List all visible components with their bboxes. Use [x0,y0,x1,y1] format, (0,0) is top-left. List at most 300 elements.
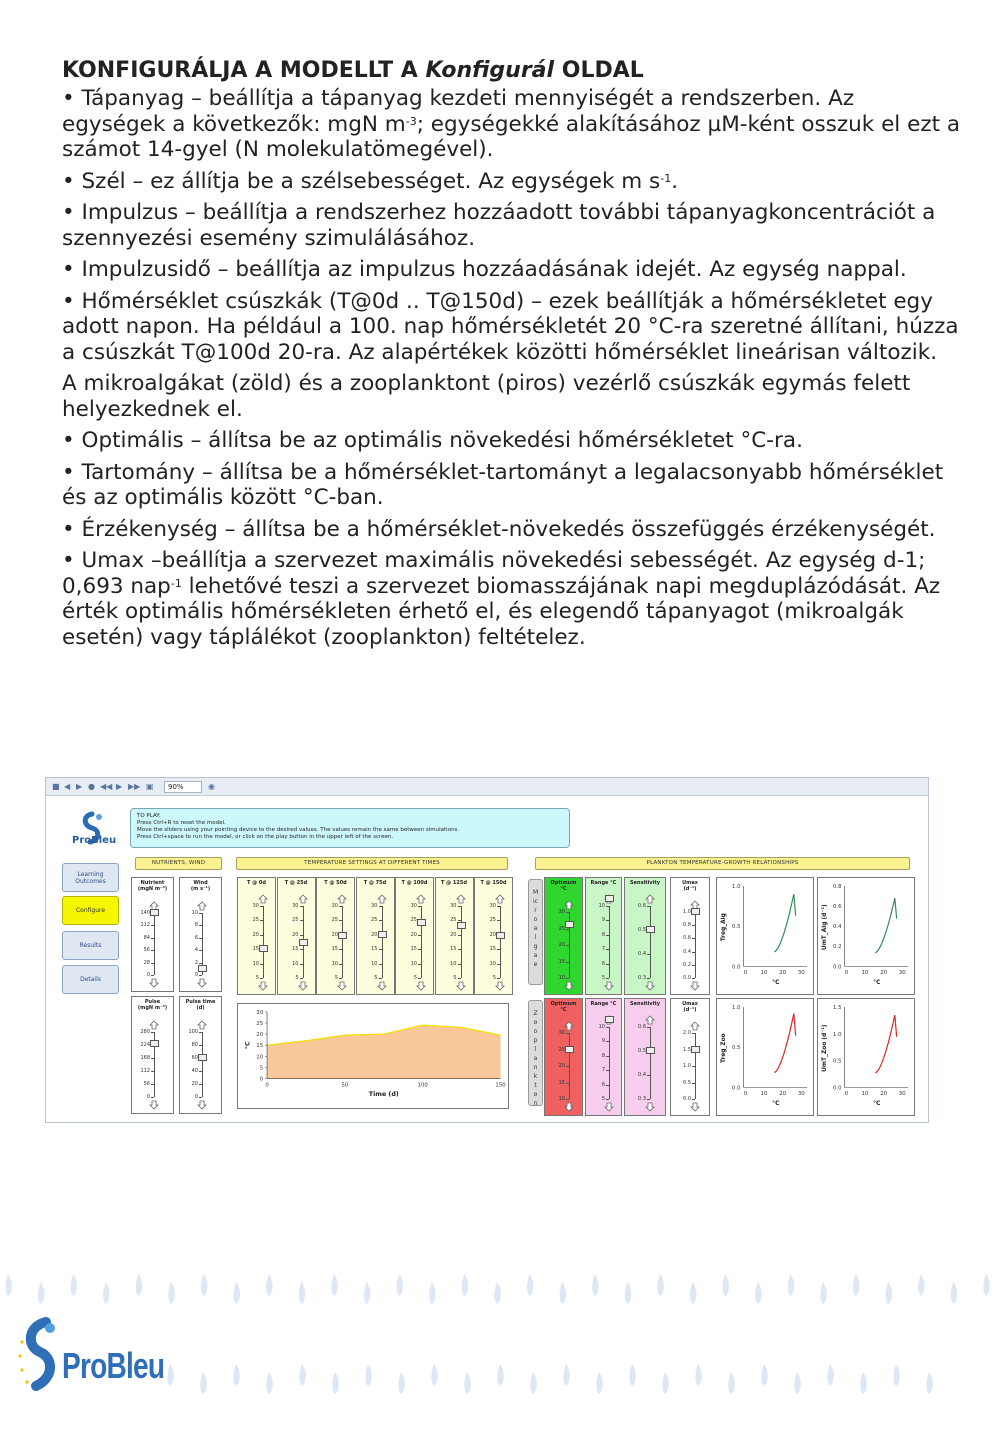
drop-shape [893,1364,899,1386]
temp-slider-6-tick: 30 [489,903,496,909]
forward-icon[interactable]: ▶ [76,782,83,791]
wind-slider-tick-mark [199,938,202,939]
micro-range-slider-tick: 5 [601,975,605,981]
zooplankton-button[interactable] [528,1000,543,1106]
zoo-range-slider-tick: 10 [598,1024,605,1030]
pulse-time-slider-tick-mark [199,1084,202,1085]
micro-range-slider-tick-mark [606,920,609,921]
temp-slider-6-tick: 15 [489,946,496,953]
temp-slider-2-tick: 10 [331,960,338,967]
chart-umt_alg-xlabel: °C [873,980,881,986]
back-icon[interactable]: ◀ [64,782,71,791]
temp-slider-6-tick: 20 [489,931,496,938]
zoo-sensitivity-slider-title: Sensitivity [630,1001,660,1007]
temp-slider-0-tick: 25 [252,917,259,924]
zoo-umax-slider-tick: 1.0 [683,1063,691,1069]
temp-slider-1 [277,877,316,995]
chart-treg_alg-xtick: 20 [779,970,787,977]
para-umax: • Umax –beállítja a szervezet maximális növekedési sebességét. Az egység d-1; 0,693 nap$^{-1}$ lehetővé teszi a szervezet biomasszájának napi megduplázódását. Az érték optimális hőmérsékleten érhető el, és elegendő tápanyagot (mikroalgák esetén) vagy táplálékot (zooplankton) feltételez. [62,548,941,650]
drop-shape [5,1274,11,1296]
zoo-sensitivity-slider-down-arrow-icon[interactable] [645,1102,655,1112]
chart-treg_alg-ylabel: Treg_Alg [720,913,727,942]
temp-slider-1-tick: 25 [292,917,299,924]
temp-slider-3-tick-mark [379,978,382,979]
micro-range-slider-tick-mark [606,964,609,965]
temp-slider-3-handle[interactable] [378,931,387,938]
micro-range-slider-handle[interactable] [605,895,614,902]
play-icon[interactable]: ▶ [116,782,123,791]
drop-shape [827,1364,833,1386]
chart-umt_zoo-curve [875,1015,896,1073]
chart-treg_alg-ytick: 0.0 [731,964,741,971]
drop-shape [497,1364,503,1386]
zoo-sensitivity-slider [624,998,666,1116]
wind-slider-handle[interactable] [198,965,207,972]
zoo-range-slider-tick-mark [606,1070,609,1071]
nutrient-slider-handle[interactable] [150,909,159,916]
temp-slider-5-handle[interactable] [457,922,466,929]
tchart-xlabel: Time (d) [368,1090,399,1099]
drop-shape [690,1282,696,1304]
temp-slider-2 [316,877,355,995]
nav-details[interactable]: Details [62,965,119,994]
micro-optimum-slider [544,877,583,995]
chart-treg_alg-xtick: 0 [743,970,748,977]
micro-umax-slider-tick: 0.4 [683,948,691,955]
temp-slider-3-down-arrow-icon[interactable] [377,981,387,991]
zoo-umax-slider-handle[interactable] [691,1046,700,1053]
chart-treg_zoo [716,998,814,1116]
temp-slider-0-tick: 10 [252,960,259,967]
zoo-optimum-slider-tick: 15 [558,1079,565,1086]
micro-optimum-slider-tick: 20 [558,942,565,948]
pulse-time-slider-tick-mark [199,1032,202,1033]
temp-slider-0 [237,877,276,995]
zoo-sensitivity-slider-up-arrow-icon[interactable] [645,1015,655,1025]
temp-slider-3-up-arrow-icon[interactable] [377,894,387,904]
nav-configure[interactable]: Configure [62,896,119,925]
zoo-range-slider-tick: 6 [601,1081,605,1088]
pulse-time-slider-tick: 20 [191,1081,198,1087]
micro-umax-slider-tick: 0.0 [683,975,691,981]
temp-slider-4-tick-mark [418,964,421,965]
probleu-logo-icon [72,808,118,854]
drop-shape [200,1372,206,1394]
drop-shape [563,1364,569,1386]
temp-slider-1-tick: 15 [292,946,299,953]
temp-slider-2-track[interactable] [342,906,343,978]
micro-range-slider-tick-mark [606,935,609,936]
chart-umt_zoo-xtick: 20 [880,1091,888,1098]
micro-optimum-slider-tick-mark [566,945,569,946]
zoo-optimum-slider-track[interactable] [569,1033,570,1099]
para-pulse-time: • Impulzusidő – beállítja az impulzus hozzáadásának idejét. Az egység nappal. [62,257,907,282]
temp-slider-4-tick-mark [418,949,421,950]
first-icon[interactable]: ◀◀ [100,782,113,791]
temp-slider-2-up-arrow-icon[interactable] [337,894,347,904]
decorative-wave-pattern [0,1270,1000,1410]
chart-umt_alg-curve [875,898,896,953]
micro-sensitivity-slider-tick: 0.6 [638,903,646,909]
temp-slider-6-tick: 5 [492,975,496,981]
temp-slider-1-down-arrow-icon[interactable] [298,981,308,991]
zoo-umax-slider-track[interactable] [695,1033,696,1099]
chart-treg_alg [716,877,814,995]
nutrient-slider [131,877,174,992]
temp-slider-4-title: T @ 100d [401,880,428,886]
wind-slider [179,877,222,992]
wind-slider-tick-mark [199,925,202,926]
micro-umax-slider-track[interactable] [695,912,696,978]
chart-treg_zoo-xtick: 20 [779,1091,787,1098]
nutrient-slider-tick: 112 [140,922,150,929]
micro-sensitivity-slider-tick-mark [647,954,650,955]
pulse-slider [131,996,174,1114]
zoo-sensitivity-slider-tick: 0.4 [638,1072,646,1078]
temp-slider-4-up-arrow-icon[interactable] [416,894,426,904]
temp-slider-1-tick: 20 [292,931,299,938]
zoo-range-slider-tick: 9 [601,1038,605,1045]
micro-umax-slider-down-arrow-icon[interactable] [690,981,700,991]
zoo-range-slider-tick: 7 [601,1067,605,1074]
chart-umt_zoo-ytick: 0.0 [832,1085,842,1092]
micro-sensitivity-slider-tick-mark [647,906,650,907]
zoo-range-slider-handle[interactable] [605,1016,614,1023]
para-sensitivity: • Érzékenység – állítsa be a hőmérséklet-növekedés összefüggés érzékenységét. [62,516,936,542]
chart-umt_zoo-xtick: 0 [844,1091,849,1098]
micro-range-slider-tick: 8 [601,931,605,938]
zoo-optimum-slider-title: Optimum °C [550,1001,577,1013]
nutrient-slider-tick-mark [151,963,154,964]
zoo-range-slider-tick-mark [606,1099,609,1100]
temp-slider-6-tick: 25 [489,917,496,924]
zoo-optimum-slider [544,998,583,1116]
drop-shape [560,1282,566,1304]
temp-slider-2-down-arrow-icon[interactable] [337,981,347,991]
temp-slider-5-tick-mark [458,906,461,907]
chart-umt_alg-xtick: 10 [861,970,869,977]
chart-umt_alg-ytick: 0.4 [832,924,842,931]
micro-umax-slider-title: Umax (d⁻¹) [682,880,698,892]
temp-slider-1-tick: 10 [292,960,299,967]
micro-sensitivity-slider-track[interactable] [650,906,651,978]
zoo-optimum-slider-handle[interactable] [565,1046,574,1053]
chart-treg_zoo-ytick: 0.5 [731,1045,741,1052]
pulse-slider-title: Pulse (mgN m⁻³) [137,999,168,1011]
micro-optimum-slider-tick: 15 [558,958,565,965]
chart-treg_zoo-xtick: 10 [760,1091,768,1098]
home-icon[interactable]: ■ [52,782,60,791]
temp-slider-2-tick-mark [339,920,342,921]
micro-optimum-slider-handle[interactable] [565,921,574,928]
app-toolbar [46,778,928,796]
tchart-xtick: 50 [341,1082,349,1089]
temp-slider-2-handle[interactable] [338,932,347,939]
micro-optimum-slider-down-arrow-icon[interactable] [564,981,574,991]
temp-slider-4-down-arrow-icon[interactable] [416,981,426,991]
drop-shape [365,1364,371,1386]
nutrient-slider-down-arrow-icon[interactable] [149,978,159,988]
drop-shape [71,1274,77,1296]
temp-slider-0-handle[interactable] [259,945,268,952]
nutrient-slider-tick: 140 [140,910,150,916]
pulse-slider-tick: 224 [140,1042,150,1048]
pulse-slider-handle[interactable] [150,1040,159,1047]
micro-umax-slider-tick: 0.8 [683,922,691,929]
zoo-optimum-slider-down-arrow-icon[interactable] [564,1102,574,1112]
temp-slider-3-tick: 25 [371,917,378,924]
temp-slider-3-tick-mark [379,964,382,965]
micro-optimum-slider-tick-mark [566,912,569,913]
probleu-logo-icon-large [14,1312,62,1404]
micro-range-slider-down-arrow-icon[interactable] [604,981,614,991]
zoo-range-slider-tick-mark [606,1027,609,1028]
chart-treg_alg-xtick: 10 [760,970,768,977]
zoo-umax-slider-up-arrow-icon[interactable] [690,1021,700,1031]
zoo-optimum-slider-tick-mark [566,1099,569,1100]
chart-treg_zoo-ytick: 1.0 [731,1005,741,1011]
para-pulse: • Impulzus – beállítja a rendszerhez hozzáadott további tápanyagkoncentrációt a szennyezési esemény szimulálásához. [62,200,936,251]
temp-slider-5-tick-mark [458,964,461,965]
temp-slider-0-track[interactable] [263,906,264,978]
temp-slider-5-down-arrow-icon[interactable] [456,981,466,991]
zoo-optimum-slider-tick-mark [566,1066,569,1067]
micro-optimum-slider-tick: 30 [558,909,565,915]
zoo-umax-slider [670,998,710,1116]
zoo-optimum-slider-tick: 30 [558,1030,565,1036]
micro-umax-slider-tick-mark [692,952,695,953]
pulse-slider-tick-mark [151,1032,154,1033]
micro-range-slider-tick: 6 [601,960,605,967]
zoo-sensitivity-slider-track[interactable] [650,1027,651,1099]
zooplankton-button-label: Zooplankton [533,1010,538,1107]
drop-shape [926,1372,932,1394]
pulse-slider-tick-mark [151,1097,154,1098]
temp-slider-0-tick: 20 [252,931,259,938]
zoo-sensitivity-slider-tick: 0.5 [638,1048,646,1054]
temp-slider-1-tick: 5 [295,975,299,981]
drop-shape [299,1364,305,1386]
temp-slider-6-handle[interactable] [496,932,505,939]
drop-shape [592,1274,598,1296]
zoo-umax-slider-tick-mark [692,1099,695,1100]
drop-shape [820,1282,826,1304]
pulse-time-slider-up-arrow-icon[interactable] [197,1020,207,1030]
drop-shape [761,1364,767,1386]
pulse-time-slider-down-arrow-icon[interactable] [197,1100,207,1110]
temp-slider-3-tick: 20 [371,931,378,938]
wind-slider-down-arrow-icon[interactable] [197,978,207,988]
temp-slider-5-tick-mark [458,949,461,950]
micro-range-slider-tick: 9 [601,917,605,924]
pulse-time-slider-tick-mark [199,1071,202,1072]
drop-shape [723,1274,729,1296]
temp-slider-4-handle[interactable] [417,919,426,926]
temp-slider-6-track[interactable] [500,906,501,978]
microalgae-button[interactable] [528,879,543,985]
wind-slider-tick: 4 [194,947,198,954]
temperature-area [267,1025,501,1078]
temp-slider-6-down-arrow-icon[interactable] [495,981,505,991]
drop-shape [695,1364,701,1386]
pulse-slider-down-arrow-icon[interactable] [149,1100,159,1110]
drop-shape [596,1372,602,1394]
chart-umt_zoo-xtick: 30 [898,1091,906,1098]
chart-umt_alg-xtick: 20 [880,970,888,977]
drop-shape [429,1282,435,1304]
chart-treg_zoo-xtick: 30 [797,1091,805,1098]
temp-slider-2-tick: 20 [331,931,338,938]
footer-logo-text: ProBleu [62,1345,165,1386]
nutrient-slider-track[interactable] [154,913,155,975]
chart-umt_alg-xtick: 0 [844,970,849,977]
wind-slider-title: Wind (m s⁻¹) [190,880,211,892]
last-icon[interactable]: ▶▶ [128,782,141,791]
temp-slider-1-tick-mark [300,920,303,921]
zoo-umax-slider-tick: 1.5 [683,1046,691,1053]
zoo-umax-slider-tick: 0.0 [683,1096,691,1102]
temp-slider-2-tick: 30 [331,903,338,909]
drop-shape [530,1372,536,1394]
micro-sensitivity-slider-down-arrow-icon[interactable] [645,981,655,991]
zoo-umax-slider-tick-mark [692,1083,695,1084]
temp-slider-0-tick-mark [260,964,263,965]
micro-range-slider-title: Range °C [590,880,617,886]
micro-range-slider-tick-mark [606,906,609,907]
drop-shape [657,1274,663,1296]
temp-slider-4-tick-mark [418,978,421,979]
chart-umt_zoo-ytick: 1.0 [832,1031,842,1038]
micro-umax-slider [670,877,710,995]
help-icon[interactable]: ◉ [208,782,215,791]
chart-treg_alg-ytick: 1.0 [731,884,741,890]
nav-learning-outcomes[interactable]: Learning Outcomes [62,863,119,892]
pulse-time-slider-tick: 40 [191,1068,198,1074]
temp-slider-5-up-arrow-icon[interactable] [456,894,466,904]
wind-slider-up-arrow-icon[interactable] [197,901,207,911]
micro-optimum-slider-up-arrow-icon[interactable] [564,900,574,910]
chart-treg_alg-curve [774,894,795,952]
micro-umax-slider-tick-mark [692,965,695,966]
temp-slider-5-tick: 5 [453,975,457,981]
temp-slider-5-track[interactable] [461,906,462,978]
micro-range-slider-tick: 7 [601,946,605,953]
temp-slider-5-title: T @ 125d [441,880,467,886]
temp-slider-0-up-arrow-icon[interactable] [258,894,268,904]
wind-slider-tick-mark [199,913,202,914]
pulse-slider-tick-mark [151,1084,154,1085]
nav-results[interactable]: Results [62,931,119,960]
temp-slider-4-tick: 20 [410,931,417,938]
settings-icon[interactable]: ▣ [146,782,154,791]
drop-shape [462,1274,468,1296]
temp-slider-0-tick-mark [260,935,263,936]
drop-shape [332,1372,338,1394]
micro-sensitivity-slider-tick-mark [647,978,650,979]
micro-umax-slider-tick: 0.2 [683,961,691,968]
zoom-select[interactable]: 90% [164,781,202,793]
temp-slider-4-track[interactable] [421,906,422,978]
zoo-optimum-slider-up-arrow-icon[interactable] [564,1021,574,1031]
chart-treg_alg-xtick: 30 [797,970,805,977]
temp-slider-6-tick-mark [497,920,500,921]
zoo-range-slider-tick-mark [606,1041,609,1042]
pulse-time-slider-tick: 60 [191,1055,198,1061]
temp-slider-3-track[interactable] [382,906,383,978]
drop-shape [431,1364,437,1386]
para-wind: • Szél – ez állítja be a szélsebességet. Az egységek m $s^{-1}$. [62,168,679,194]
zoo-sensitivity-slider-handle[interactable] [646,1047,655,1054]
temp-slider-4-tick-mark [418,906,421,907]
zoo-optimum-slider-tick: 10 [558,1096,565,1102]
temp-slider-3-tick: 15 [371,946,378,953]
chart-umt_alg-ytick: 0.8 [832,884,842,890]
wind-slider-tick: 10 [191,910,198,916]
pulse-time-slider-track[interactable] [202,1032,203,1097]
temp-slider-6 [474,877,513,995]
micro-optimum-slider-title: Optimum °C [550,880,577,892]
pulse-time-slider-handle[interactable] [198,1054,207,1061]
micro-range-slider-track[interactable] [609,906,610,978]
header-plankton-relationships: PLANKTON TEMPERATURE-GROWTH RELATIONSHIPS [535,857,910,870]
micro-optimum-slider-tick-mark [566,929,569,930]
pulse-slider-up-arrow-icon[interactable] [149,1020,159,1030]
temp-slider-2-tick-mark [339,906,342,907]
zoo-umax-slider-down-arrow-icon[interactable] [690,1102,700,1112]
temp-slider-3-tick-mark [379,949,382,950]
tchart-ytick: 25 [256,1020,264,1027]
nutrient-slider-title: Nutrient (mgN m⁻³) [137,880,168,892]
temp-slider-3-tick: 10 [371,960,378,967]
drop-shape [266,1274,272,1296]
pulse-time-slider-tick-mark [199,1097,202,1098]
temp-slider-0-down-arrow-icon[interactable] [258,981,268,991]
zoo-range-slider-down-arrow-icon[interactable] [604,1102,614,1112]
temp-slider-1-up-arrow-icon[interactable] [298,894,308,904]
refresh-icon[interactable]: ● [88,782,95,791]
micro-umax-slider-handle[interactable] [691,908,700,915]
wind-slider-tick-mark [199,963,202,964]
pulse-slider-tick: 0 [146,1094,150,1100]
drop-shape [464,1372,470,1394]
drop-shape [853,1274,859,1296]
drop-shape [983,1274,989,1296]
chart-treg_alg-xlabel: °C [772,980,780,986]
chart-treg_zoo-xlabel: °C [772,1101,780,1107]
tchart-ylabel: °C [243,1041,252,1050]
zoo-umax-slider-title: Umax (d⁻¹) [682,1001,698,1013]
temp-slider-6-up-arrow-icon[interactable] [495,894,505,904]
tchart-ytick: 10 [256,1054,264,1061]
drop-shape [918,1274,924,1296]
zoo-range-slider [585,998,622,1116]
instructions-box: TO PLAY: Press Ctrl+R to reset the model. Move the sliders using your pointing device to the desired values. The values remain the same between simulations. Press Ctrl+space to run the model, or click on the play button in the upper left of the screen. [130,808,570,848]
temp-slider-0-title: T @ 0d [247,880,266,886]
drop-shape [167,1364,173,1386]
nutrient-slider-tick: 84 [143,934,150,941]
temp-slider-1-handle[interactable] [299,939,308,946]
micro-sensitivity-slider [624,877,666,995]
temp-slider-1-tick-mark [300,964,303,965]
tchart-ytick: 5 [259,1065,264,1072]
chart-umt_alg-ytick: 0.6 [832,904,842,911]
drop-shape [755,1282,761,1304]
micro-sensitivity-slider-up-arrow-icon[interactable] [645,894,655,904]
drop-shape [625,1282,631,1304]
micro-sensitivity-slider-handle[interactable] [646,926,655,933]
zoo-range-slider-track[interactable] [609,1027,610,1099]
drop-shape [233,1364,239,1386]
